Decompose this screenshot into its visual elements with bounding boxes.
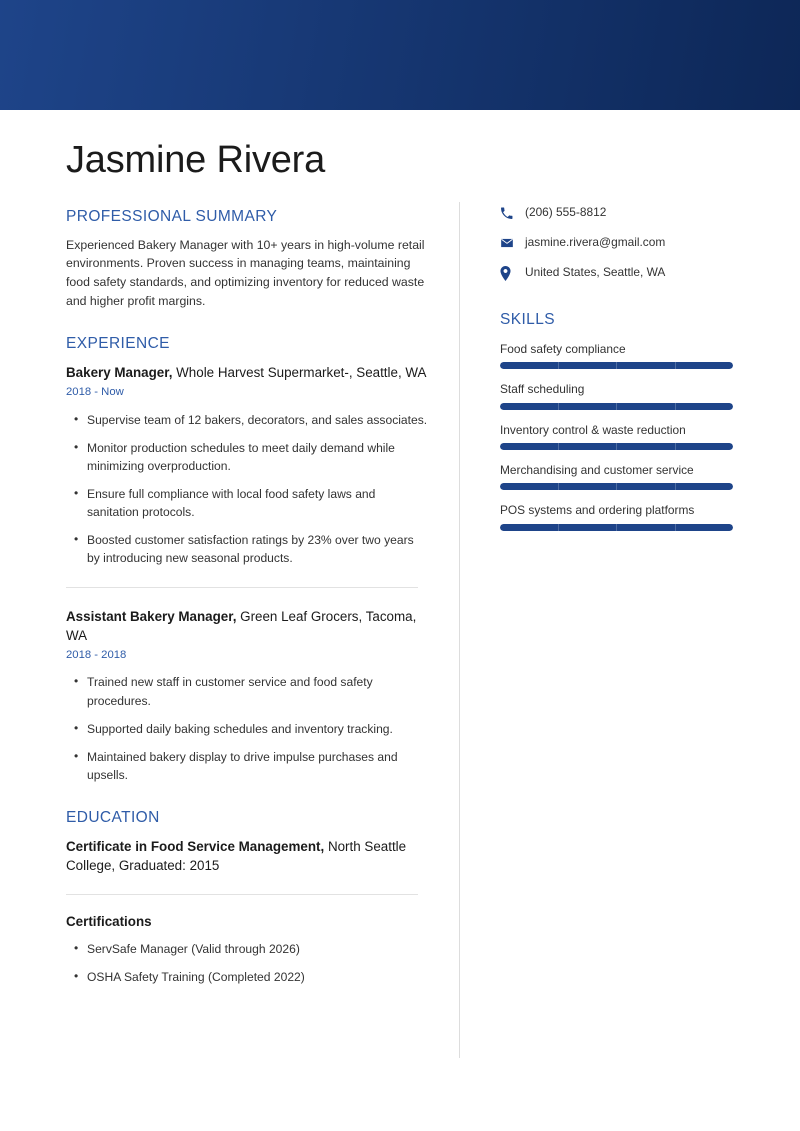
experience-heading: EXPERIENCE (66, 335, 170, 353)
summary-heading: PROFESSIONAL SUMMARY (66, 208, 278, 225)
skill-bar-ticks (500, 443, 733, 450)
location-text: United States, Seattle, WA (525, 265, 666, 280)
education-section (66, 809, 428, 875)
education-degree: Certificate in Food Service Management, (66, 838, 325, 854)
education-school: North Seattle College, Graduated: 2015 (66, 838, 407, 873)
skill-bar-track (500, 483, 733, 490)
job-title-line (66, 363, 428, 382)
list-item: • Supported daily baking schedules and inventory tracking. (66, 720, 428, 738)
list-item: • ServSafe Manager (Valid through 2026) (66, 940, 428, 958)
column-divider (459, 202, 460, 1058)
skill-bar-track (500, 403, 733, 410)
professional-summary-section (66, 208, 428, 310)
certifications-list (66, 940, 428, 986)
sidebar-column (500, 205, 750, 544)
education-entry (66, 837, 428, 875)
skill-bar-track (500, 524, 733, 531)
summary-text: Experienced Bakery Manager with 10+ years in high-volume retail environments. Proven success in managing teams, maintaining food safety standards, and optimizing inventory for reduced waste and higher profit margins. (66, 237, 425, 308)
job-dates: 2018 - 2018 (66, 648, 127, 661)
main-column (66, 208, 428, 986)
resume-page (0, 110, 800, 1131)
skill-bar-ticks (500, 524, 733, 531)
list-item: • Ensure full compliance with local food safety laws and sanitation protocols. (66, 485, 428, 521)
skill-bar-track (500, 362, 733, 369)
phone-number: (206) 555-8812 (525, 205, 607, 220)
job-title-line (66, 607, 428, 645)
skill-item (500, 503, 750, 530)
list-item: • Supervise team of 12 bakers, decorators, and sales associates. (66, 411, 428, 429)
header-banner (0, 0, 800, 110)
entry-divider (66, 587, 418, 588)
experience-entry (66, 363, 428, 568)
page-title: Jasmine Rivera (66, 139, 326, 181)
list-item: • Monitor production schedules to meet daily demand while minimizing overproduction. (66, 439, 428, 475)
education-heading: EDUCATION (66, 809, 160, 827)
skill-item (500, 463, 750, 490)
skill-bar-ticks (500, 483, 733, 490)
certifications-section (66, 914, 428, 986)
skill-item (500, 382, 750, 409)
skill-item (500, 342, 750, 369)
list-item: • Trained new staff in customer service and food safety procedures. (66, 673, 428, 709)
phone-icon (500, 205, 518, 221)
email-address: jasmine.rivera@gmail.com (525, 235, 666, 250)
skills-section (500, 311, 750, 531)
skill-item (500, 423, 750, 450)
skill-bar-ticks (500, 362, 733, 369)
job-bullets (66, 411, 428, 568)
skill-label: Inventory control & waste reduction (500, 422, 686, 437)
contact-section (500, 205, 750, 281)
contact-email-row[interactable] (500, 235, 750, 251)
section-divider (66, 894, 418, 895)
skill-bar-ticks (500, 403, 733, 410)
contact-location-row[interactable] (500, 265, 750, 281)
job-company: Green Leaf Grocers, Tacoma, WA (66, 608, 417, 643)
list-item: • Maintained bakery display to drive impulse purchases and upsells. (66, 748, 428, 784)
skill-label: Food safety compliance (500, 341, 626, 356)
skill-bar-track (500, 443, 733, 450)
experience-entry (66, 607, 428, 784)
skill-label: POS systems and ordering platforms (500, 503, 695, 518)
certifications-heading: Certifications (66, 913, 152, 929)
skill-label: Merchandising and customer service (500, 463, 694, 477)
experience-section (66, 335, 428, 784)
job-role: Assistant Bakery Manager, (66, 608, 237, 624)
job-company: Whole Harvest Supermarket-, Seattle, WA (172, 364, 427, 380)
job-role: Bakery Manager, (66, 364, 173, 380)
skill-label: Staff scheduling (500, 382, 585, 397)
job-dates: 2018 - Now (66, 385, 124, 398)
list-item: • Boosted customer satisfaction ratings by 23% over two years by introducing new seasonal products. (66, 531, 428, 567)
skills-heading: SKILLS (500, 311, 555, 328)
map-pin-icon (500, 265, 518, 281)
list-item: • OSHA Safety Training (Completed 2022) (66, 968, 428, 986)
envelope-icon (500, 235, 518, 251)
contact-phone-row[interactable] (500, 205, 750, 221)
job-bullets (66, 673, 428, 784)
